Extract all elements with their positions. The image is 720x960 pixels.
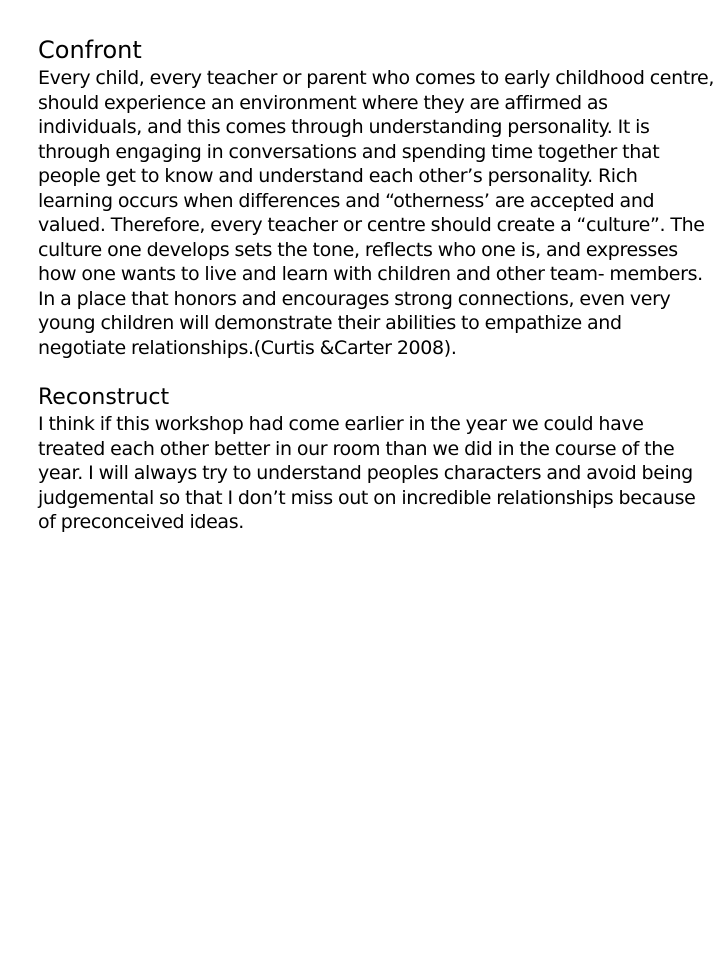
confront-body: Every child, every teacher or parent who comes to early childhood centre, should experience an environment where they are affirmed as individuals, and this comes through understanding personality. It is through engaging in conversations and spending time together that people get to know and understand each other’s personality. Rich learning occurs when differences and “otherness’ are accepted and valued. Therefore, every teacher or centre should create a “culture”. The culture one develops sets the tone, reflects who one is, and expresses how one wants to live and learn with children and other team- members. In a place that honors and encourages strong connections, even very young children will demonstrate their abilities to empathize and negotiate relationships.(Curtis &Carter 2008).	[38, 67, 715, 359]
slide-content	[38, 34, 714, 559]
confront-heading: Confront	[38, 36, 142, 64]
reconstruct-heading: Reconstruct	[38, 385, 170, 410]
reconstruct-section	[38, 384, 714, 535]
reconstruct-body: I think if this workshop had come earlier in the year we could have treated each other better in our room than we did in the course of the year. I will always try to understand peoples characters and avoid being judgemental so that I don’t miss out on incredible relationships because of preconceived ideas.	[38, 413, 696, 533]
confront-section	[38, 34, 714, 360]
